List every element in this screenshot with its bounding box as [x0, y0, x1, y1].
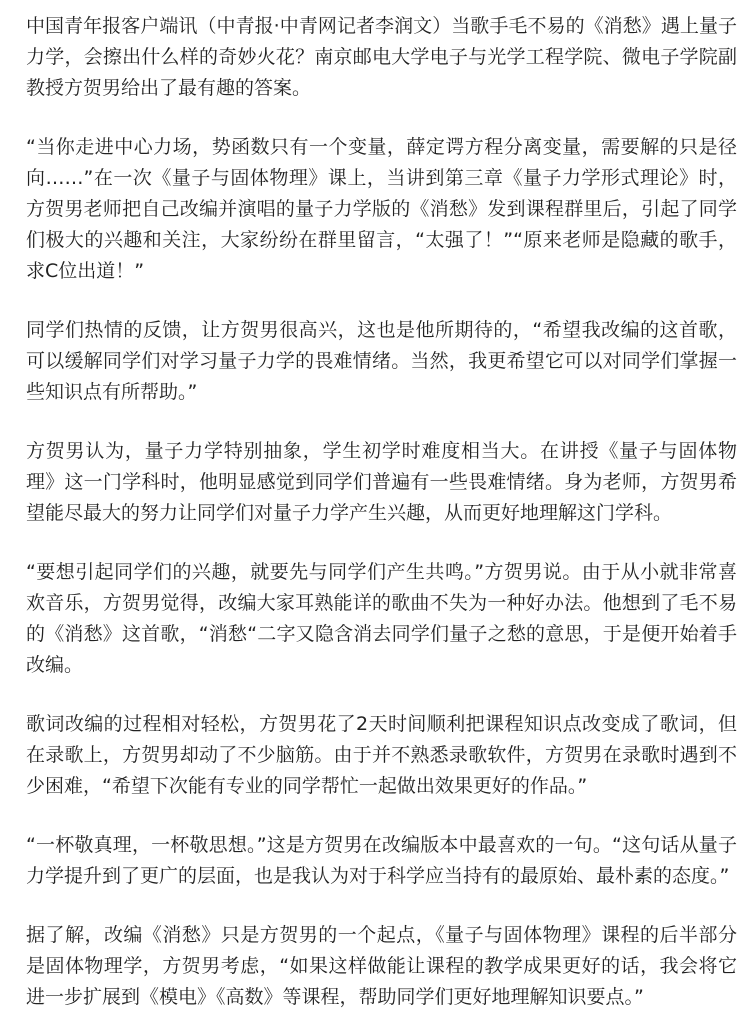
- article-paragraph-8: 据了解，改编《消愁》只是方贺男的一个起点，《量子与固体物理》课程的后半部分是固体物理学，方贺男考虑，“如果这样做能让课程的教学成果更好的话，我会将它进一步扩展到《模电》《高数》等课程，帮助同学们更好地理解知识要点。”: [26, 924, 737, 1008]
- article-paragraph-6: 歌词改编的过程相对轻松，方贺男花了2天时间顺利把课程知识点改变成了歌词，但在录歌上，方贺男却动了不少脑筋。由于并不熟悉录歌软件，方贺男在录歌时遇到不少困难，“希望下次能有专业的同学帮忙一起做出效果更好的作品。”: [26, 713, 737, 797]
- article-paragraph-4: 方贺男认为，量子力学特别抽象，学生初学时难度相当大。在讲授《量子与固体物理》这一门学科时，他明显感觉到同学们普遍有一些畏难情绪。身为老师，方贺男希望能尽最大的努力让同学们对量子力学产生兴趣，从而更好地理解这门学科。: [26, 440, 737, 524]
- article-paragraph-3: 同学们热情的反馈，让方贺男很高兴，这也是他所期待的，“希望我改编的这首歌，可以缓解同学们对学习量子力学的畏难情绪。当然，我更希望它可以对同学们掌握一些知识点有所帮助。”: [26, 319, 737, 403]
- article-paragraph-1: 中国青年报客户端讯（中青报·中青网记者李润文）当歌手毛不易的《消愁》遇上量子力学，会擦出什么样的奇妙火花？南京邮电大学电子与光学工程学院、微电子学院副教授方贺男给出了最有趣的答案。: [26, 15, 737, 99]
- article-paragraph-5: “要想引起同学们的兴趣，就要先与同学们产生共鸣。”方贺男说。由于从小就非常喜欢音乐，方贺男觉得，改编大家耳熟能详的歌曲不失为一种好办法。他想到了毛不易的《消愁》这首歌，“消愁“二字又隐含消去同学们量子之愁的意思，于是便开始着手改编。: [26, 561, 737, 676]
- article-paragraph-7: “一杯敬真理，一杯敬思想。”这是方贺男在改编版本中最喜欢的一句。“这句话从量子力学提升到了更广的层面，也是我认为对于科学应当持有的最原始、最朴素的态度。”: [26, 834, 737, 887]
- article-paragraph-2: “当你走进中心力场，势函数只有一个变量，薛定谔方程分离变量，需要解的只是径向……”在一次《量子与固体物理》课上，当讲到第三章《量子力学形式理论》时，方贺男老师把自己改编并演唱的量子力学版的《消愁》发到课程群里后，引起了同学们极大的兴趣和关注，大家纷纷在群里留言，“太强了！”“原来老师是隐藏的歌手，求C位出道！”: [26, 136, 737, 282]
